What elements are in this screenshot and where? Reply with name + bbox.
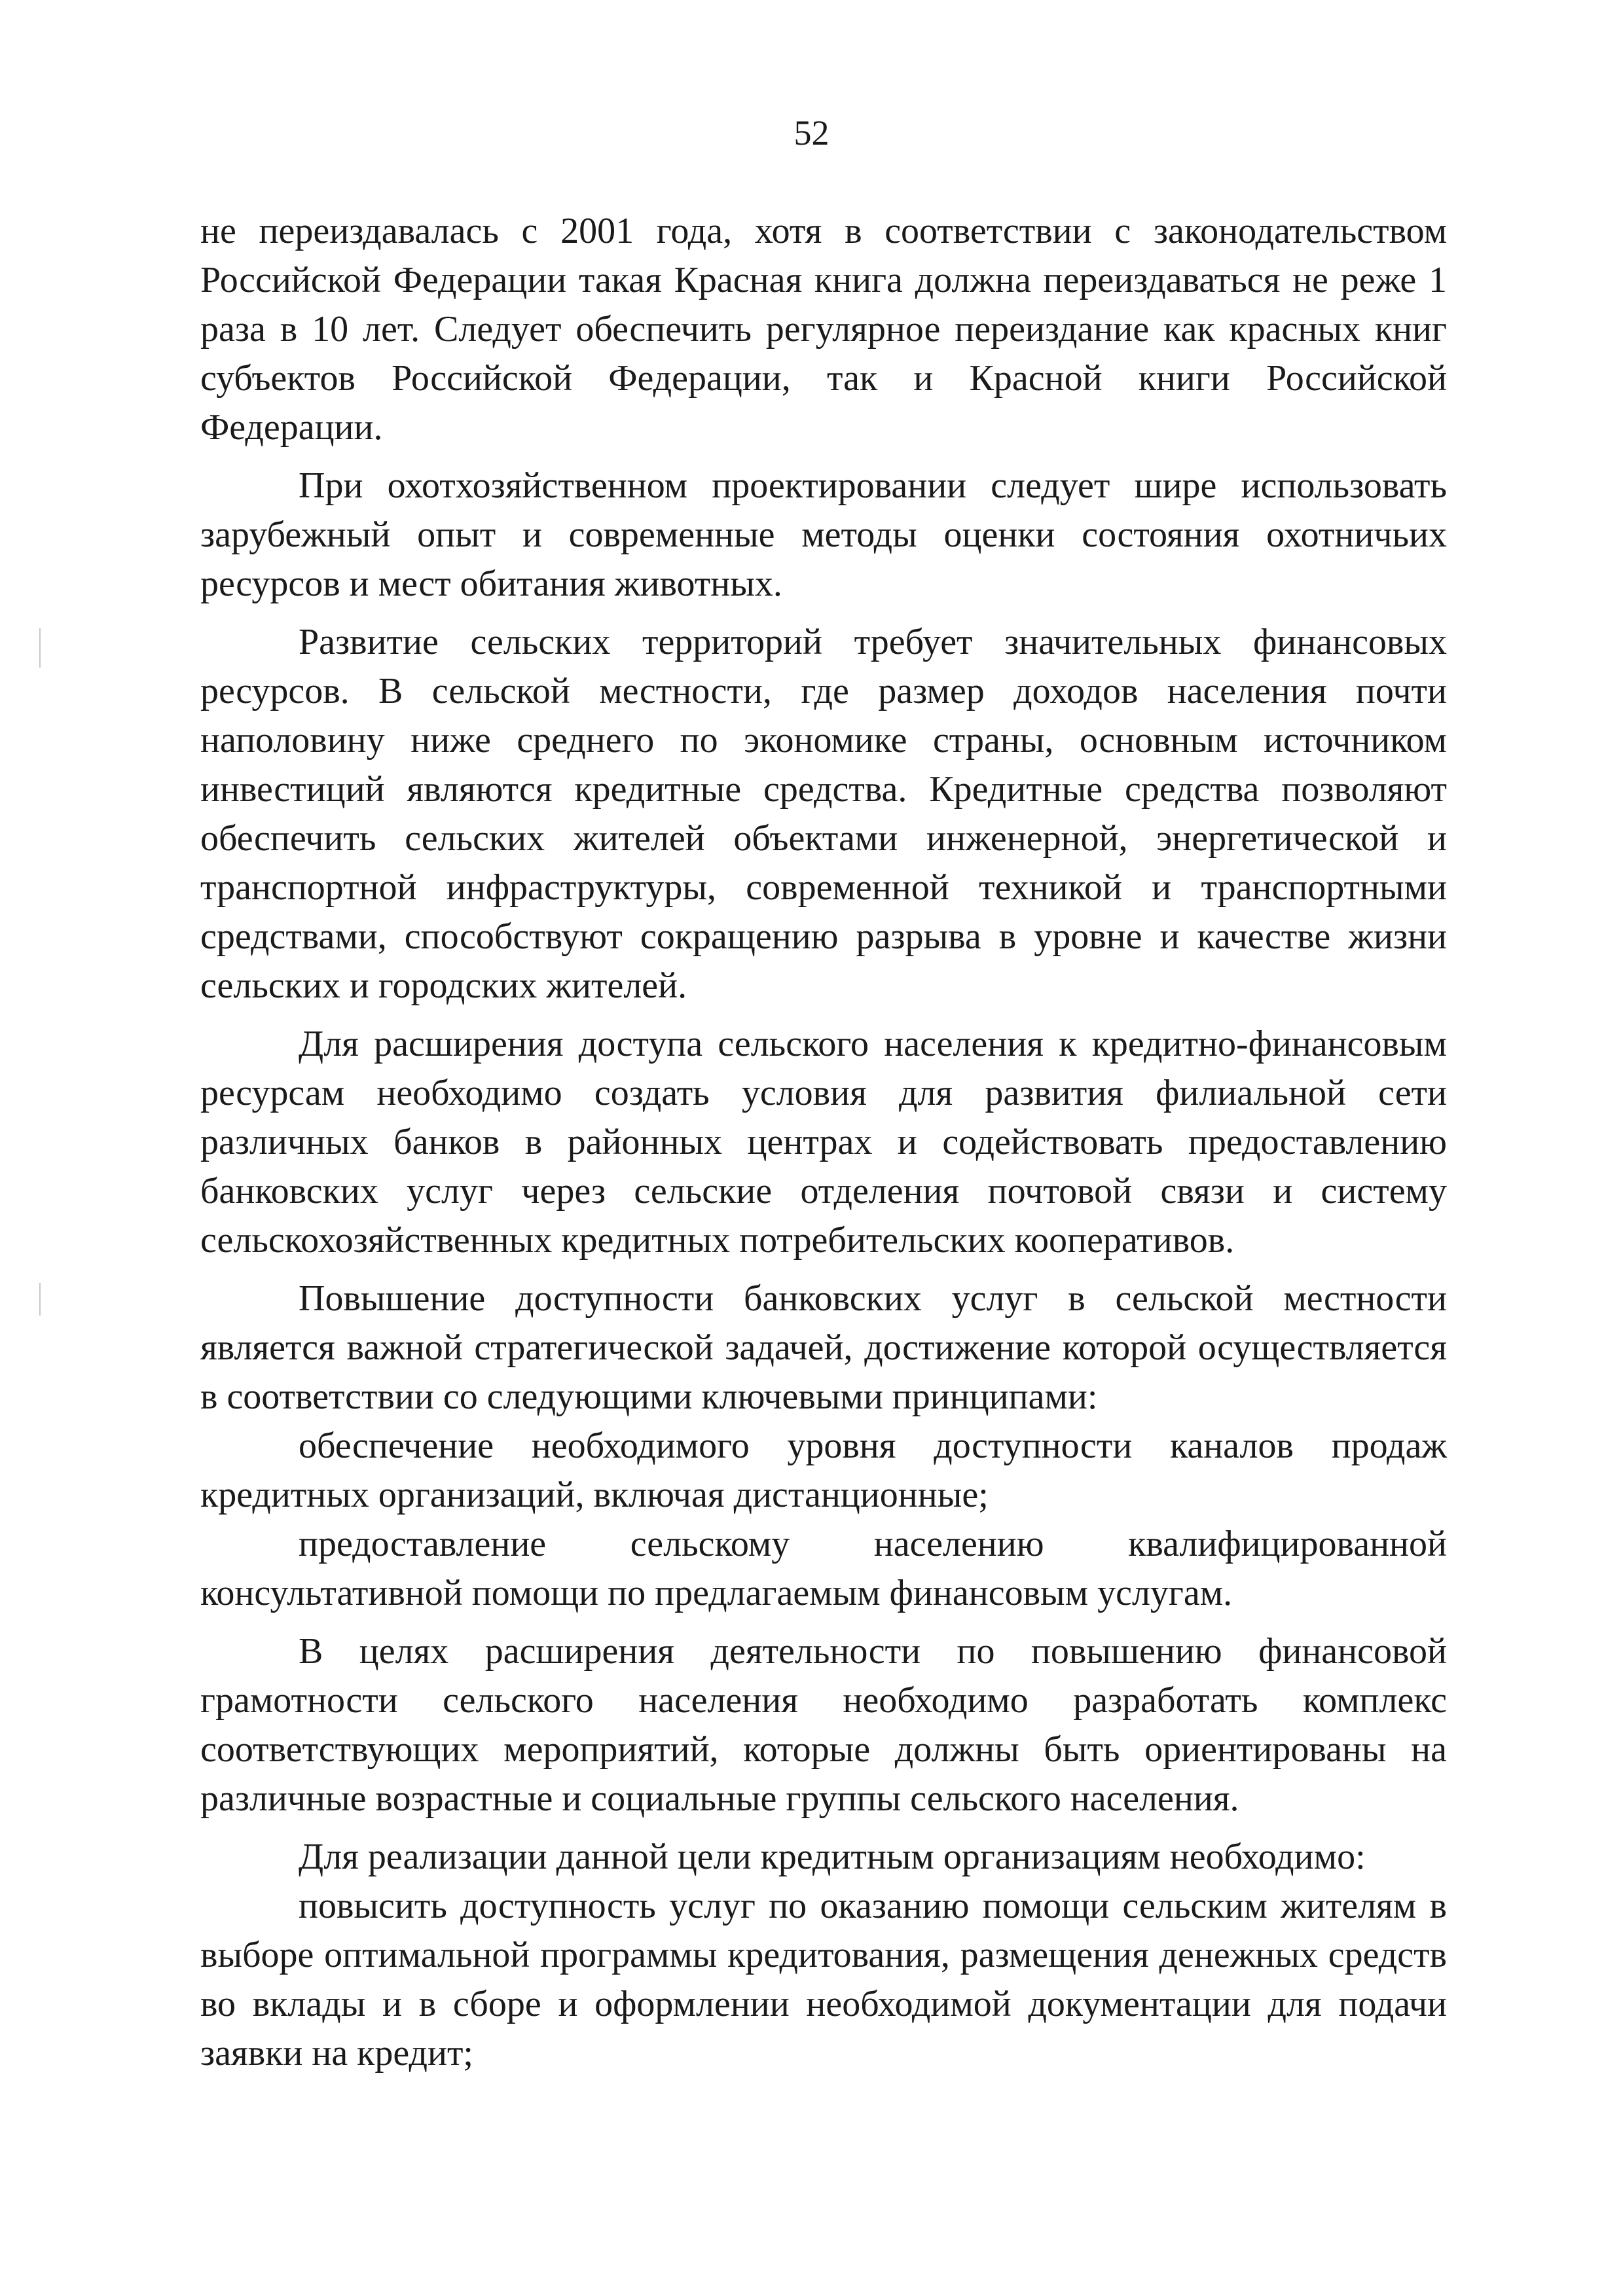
list-item: повысить доступность услуг по оказанию помощи сельским жителям в выборе оптимальной программы кредитования, размещения денежных средств во вклады и в сборе и оформлении необходимой документации для подачи заявки на кредит; bbox=[200, 1886, 1447, 2073]
paragraph: Развитие сельских территорий требует значительных финансовых ресурсов. В сельской местности, где размер доходов населения почти наполовину ниже среднего по экономике страны, основным источником инвестиций являются кредитные средства. Кредитные средства позволяют обеспечить сельских жителей объектами инженерной, энергетической и транспортной инфраструктуры, современной техникой и транспортными средствами, способствуют сокращению разрыва в уровне и качестве жизни сельских и городских жителей. bbox=[200, 622, 1447, 1006]
paragraph: Повышение доступности банковских услуг в сельской местности является важной стратегической задачей, достижение которой осуществляется в соответствии со следующими ключевыми принципами: bbox=[200, 1278, 1447, 1417]
paragraph: В целях расширения деятельности по повышению финансовой грамотности сельского населения необходимо разработать комплекс соответствующих мероприятий, которые должны быть ориентированы на различные возрастные и социальные группы сельского населения. bbox=[200, 1631, 1447, 1819]
paragraph-continuation: не переиздавалась с 2001 года, хотя в соответствии с законодательством Российской Федерации такая Красная книга должна переиздаваться не реже 1 раза в 10 лет. Следует обеспечить регулярное переиздание как красных книг субъектов Российской Федерации, так и Красной книги Российской Федерации. bbox=[200, 211, 1447, 448]
scan-margin-mark bbox=[39, 628, 41, 668]
page-number: 52 bbox=[793, 113, 830, 152]
document-body bbox=[200, 207, 1447, 2078]
paragraph: Для реализации данной цели кредитным организациям необходимо: bbox=[299, 1837, 1366, 1877]
paragraph: Для расширения доступа сельского населения к кредитно-финансовым ресурсам необходимо создать условия для развития филиальной сети различных банков в районных центрах и содействовать предоставлению банковских услуг через сельские отделения почтовой связи и систему сельскохозяйственных кредитных потребительских кооперативов. bbox=[200, 1024, 1447, 1261]
list-item: обеспечение необходимого уровня доступности каналов продаж кредитных организаций, включая дистанционные; bbox=[200, 1426, 1447, 1515]
paragraph: При охотхозяйственном проектировании следует шире использовать зарубежный опыт и современные методы оценки состояния охотничьих ресурсов и мест обитания животных. bbox=[200, 465, 1447, 604]
list-item: предоставление сельскому населению квалифицированной консультативной помощи по предлагаемым финансовым услугам. bbox=[200, 1524, 1447, 1613]
scan-margin-mark bbox=[39, 1283, 41, 1316]
